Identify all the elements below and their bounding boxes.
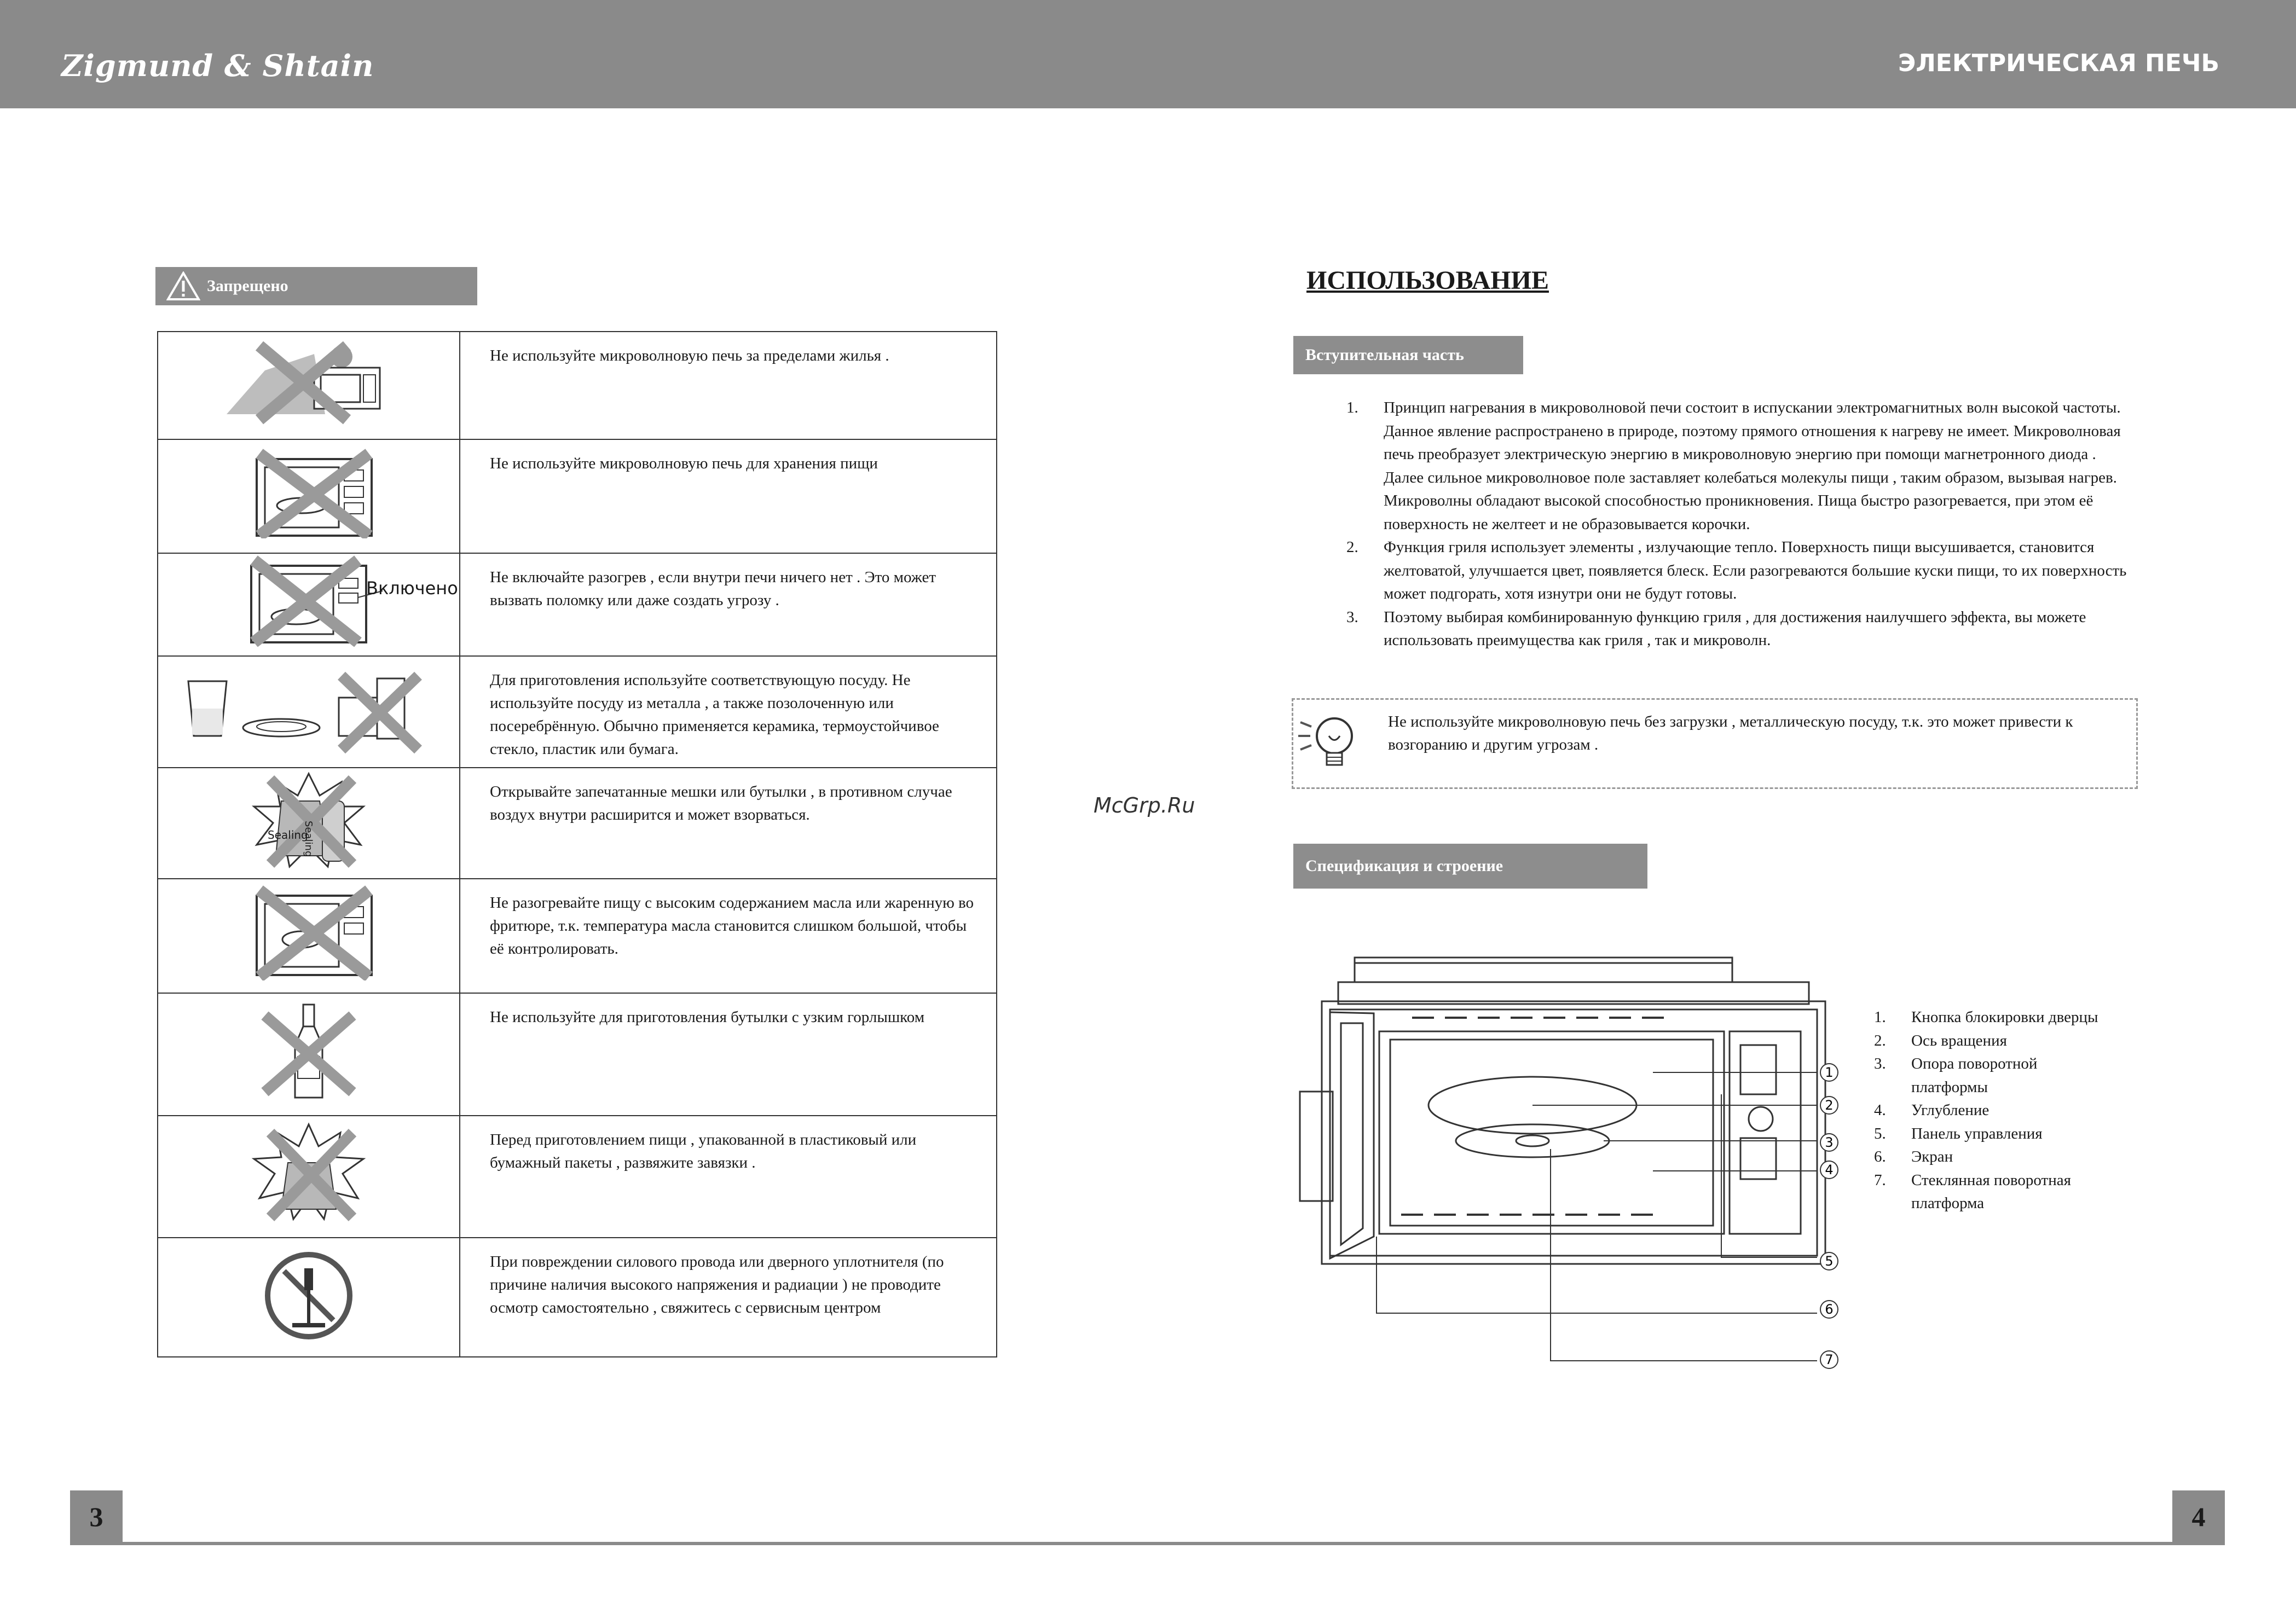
row-image [158,656,460,768]
list-item [1346,396,2129,536]
list-num: 3. [1346,608,1358,626]
page-number-right: 4 [2172,1490,2225,1543]
row-image [158,332,460,439]
row-image [158,553,460,656]
footer-line [70,1542,2225,1545]
row-text: Перед приготовлением пищи , упакованной в пластиковый или бумажный пакеты , развяжите завязки . [460,1116,997,1238]
row-image [158,879,460,993]
list-item: 2. Ось вращения [1874,1031,2007,1049]
table-row [158,332,997,439]
list-item [1346,606,2129,652]
narrow-bottle-icon [194,994,424,1103]
row-image [158,1116,460,1238]
tied-bag-icon [194,1116,424,1226]
row-text: Не используйте микроволновую печь для хранения пищи [460,439,997,553]
list-item: 4. Углубление [1874,1101,1990,1119]
svg-text:5: 5 [1825,1254,1834,1269]
row-text: Не используйте для приготовления бутылки с узким горлышком [460,993,997,1116]
document-title: ЭЛЕКТРИЧЕСКАЯ ПЕЧЬ [1898,49,2219,77]
callout-6 [1820,1301,1838,1318]
svg-text:3: 3 [1825,1135,1834,1150]
row-text: Для приготовления используйте соответствующую посуду. Не используйте посуду из металла , а также позолоченную или посеребрённую. Обычно применяется керамика, термоустойчивое стекло, пластик или бумага. [460,656,997,768]
svg-text:6: 6 [1825,1302,1834,1317]
bag-sealing-label: Sealing [268,828,308,842]
list-text: Принцип нагревания в микроволновой печи состоит в испускании электромагнитных волн высокой частоты. Данное явление распространено в природе, поэтому прямого отношения к нагреву не имеет. Микроволновая печь преобразует электрическую энергию в микроволновую энергию при помощи магнетронного диода . Далее сильное микроволновое поле заставляет колебаться молекулы пищи , таким образом, вызывая нагрев. Микроволны обладают высокой способностью проникновения. Пища быстро разогревается, при этом её поверхность не желтеет и не образовывается корочки. [1384,399,2121,533]
list-text: Поэтому выбирая комбинированную функцию гриля , для достижения наилучшего эффекта, вы можете использовать преимущества как гриля , так и микроволн. [1384,608,2086,649]
outdoor-microwave-icon [194,332,424,425]
callout-5 [1820,1252,1838,1270]
table-row [158,656,997,768]
parts-list [1874,1006,2108,1215]
row-text: Не разогревайте пищу с высоким содержанием масла или жаренную во фритюре, т.к. температура масла становится слишком большой, чтобы её контролировать. [460,879,997,993]
row-text: Не используйте микроволновую печь за пределами жилья . [460,332,997,439]
row-text: При повреждении силового провода или дверного уплотнителя (по причине наличия высокого напряжения и радиации ) не проводите осмотр самостоятельно , свяжитесь с сервисным центром [460,1238,997,1357]
callout-7 [1820,1351,1838,1368]
row-image [158,768,460,879]
list-item: 3. Опора поворотной платформы [1874,1055,2038,1096]
no-self-repair-icon [194,1238,424,1348]
lightbulb-icon [1295,706,1366,782]
prohibited-label [155,267,477,305]
list-item: 5. Панель управления [1874,1124,2043,1142]
row-image [158,439,460,553]
bottle-sealing-label: Sealing [303,821,314,857]
svg-text:4: 4 [1825,1162,1834,1177]
row-text: Открывайте запечатанные мешки или бутылки , в противном случае воздух внутри расширится и может взорваться. [460,768,997,879]
svg-text:2: 2 [1825,1098,1834,1113]
prohibitions-table [157,331,997,1357]
list-num: 2. [1346,538,1358,556]
cookware-icon [177,657,440,755]
callout-4 [1820,1161,1838,1179]
table-row [158,1116,997,1238]
table-row [158,1238,997,1357]
power-on-label: Включено [366,578,458,599]
oily-food-icon [194,879,424,980]
table-row [158,768,997,879]
tip-text: Не используйте микроволновую печь без загрузки , металлическую посуду, т.к. это может привести к возгоранию и другим угрозам . [1388,713,2073,753]
callout-2 [1820,1096,1838,1114]
list-item [1346,536,2129,606]
row-image [158,993,460,1116]
table-row [158,439,997,553]
svg-text:1: 1 [1825,1065,1834,1080]
microwave-diagram [1292,930,1850,1379]
row-text: Не включайте разогрев , если внутри печи ничего нет . Это может вызвать поломку или даже создать угрозу . [460,553,997,656]
brand-logo: Zigmund & Shtain [61,48,374,83]
list-num: 1. [1346,399,1358,416]
intro-list [1346,396,2129,652]
prohibited-label-text: Запрещено [207,277,288,295]
svg-text:7: 7 [1825,1352,1834,1367]
spec-label [1293,844,1647,889]
row-image [158,1238,460,1357]
callout-3 [1820,1134,1838,1151]
list-text: Функция гриля использует элементы , излучающие тепло. Поверхность пищи высушивается, становится желтоватой, улучшается цвет, появляется блеск. Если разогреваются большие куски пищи, то их поверхность может подгорать, хотя изнутри они не будут готовы. [1384,538,2127,602]
list-item: 6. Экран [1874,1148,1953,1165]
callout-1 [1820,1064,1838,1081]
list-item: 1. Кнопка блокировки дверцы [1874,1008,2098,1026]
section-heading: ИСПОЛЬЗОВАНИЕ [1306,266,1549,295]
table-row [158,553,997,656]
list-item: 7. Стеклянная поворотная платформа [1874,1171,2071,1212]
empty-microwave-icon [194,554,424,647]
watermark: McGrp.Ru [1094,793,1195,817]
intro-label-text: Вступительная часть [1305,346,1464,364]
table-row [158,993,997,1116]
warning-icon [166,271,200,301]
table-row [158,879,997,993]
intro-label [1293,336,1523,374]
spec-label-text: Спецификация и строение [1305,857,1503,875]
page-number-left: 3 [70,1490,123,1543]
microwave-storage-icon [194,440,424,538]
